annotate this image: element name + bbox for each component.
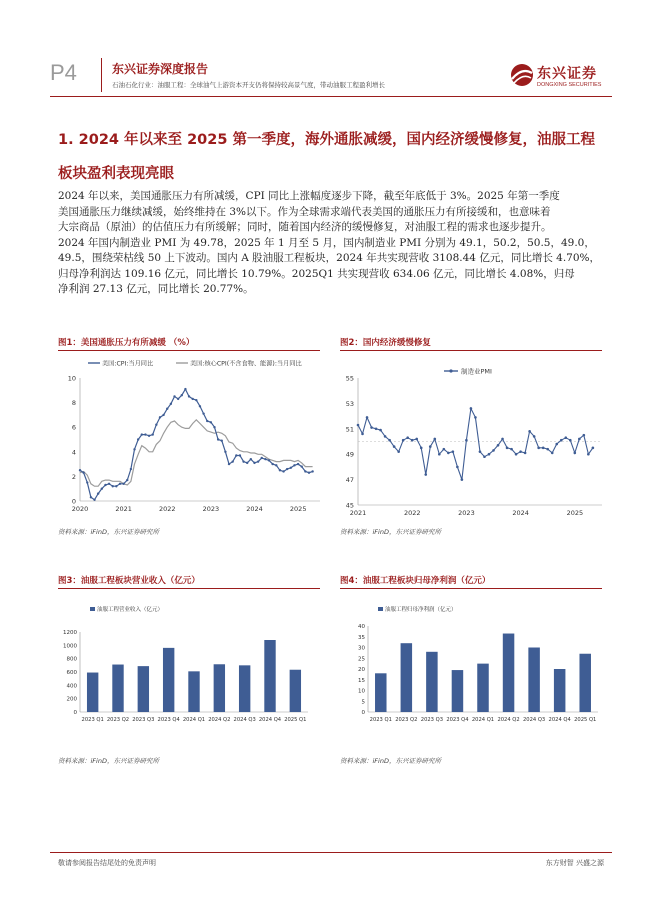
x-tick-label: 2024 Q3	[522, 717, 546, 723]
data-point	[282, 470, 284, 472]
data-point	[551, 452, 554, 455]
x-tick-label: 2023	[202, 505, 220, 513]
x-tick-label: 2024 Q2	[208, 717, 231, 723]
y-tick-label: 4	[71, 448, 76, 457]
bar	[426, 652, 438, 712]
data-point	[170, 403, 172, 405]
data-point	[166, 408, 168, 410]
bar	[452, 670, 464, 712]
body-line: 2024 年国内制造业 PMI 为 49.78，2025 年 1 月至 5 月，国内制造业 PMI 分别为 49.1，50.2，50.5，49.0，	[58, 236, 595, 249]
data-point	[379, 429, 382, 432]
data-point	[82, 472, 84, 474]
series-line	[80, 389, 313, 500]
x-tick-label: 2025 Q1	[284, 717, 307, 723]
data-point	[133, 448, 135, 450]
y-tick-label: 30	[358, 645, 365, 652]
data-point	[188, 395, 190, 397]
y-tick-label: 5	[361, 699, 365, 706]
x-tick-label: 2022	[403, 509, 421, 517]
x-tick-label: 2023 Q3	[420, 717, 444, 723]
data-point	[524, 452, 527, 455]
figure-1-title: 图1：美国通胀压力有所减缓 （%）	[58, 338, 195, 348]
bar	[290, 670, 301, 712]
figure-4-chart	[340, 600, 610, 730]
y-tick-label: 35	[358, 634, 365, 641]
data-point	[239, 454, 241, 456]
data-point	[510, 448, 513, 451]
figure-3-chart	[58, 600, 328, 730]
body-line: 净利润 27.13 亿元，同比增长 20.77%。	[58, 283, 254, 295]
figure-1-rule	[58, 350, 320, 351]
data-point	[195, 399, 197, 401]
data-point	[533, 435, 536, 438]
figure-4-source: 资料来源：iFinD，东兴证券研究所	[340, 757, 441, 765]
y-tick-label: 200	[66, 696, 77, 703]
data-point	[181, 394, 183, 396]
data-point	[497, 444, 500, 447]
x-tick-label: 2023 Q3	[132, 717, 155, 723]
y-tick-label: 1200	[63, 630, 77, 636]
data-point	[79, 469, 81, 471]
legend-label: 美国:核心CPI(不含食物、能源):当月同比	[190, 360, 302, 368]
data-point	[297, 463, 299, 465]
data-point	[370, 426, 373, 429]
data-point	[93, 499, 95, 501]
y-tick-label: 49	[345, 450, 354, 459]
y-tick-label: 0	[71, 497, 76, 506]
figure-2-rule	[340, 350, 602, 351]
section-heading-line2: 板块盈利表现亮眼	[58, 166, 174, 182]
figure-2-chart	[340, 354, 610, 522]
legend-swatch	[378, 607, 383, 611]
body-line: 归母净利润达 109.16 亿元，同比增长 10.79%。2025Q1 共实现营收 634.06 亿元，同比增长 4.08%，归母	[58, 267, 575, 280]
data-point	[191, 398, 193, 400]
legend-label: 美国:CPI:当月同比	[102, 360, 154, 368]
x-tick-label: 2021	[115, 505, 132, 513]
data-point	[415, 438, 418, 441]
data-point	[461, 478, 464, 481]
data-point	[206, 420, 208, 422]
data-point	[465, 439, 468, 442]
data-point	[492, 449, 495, 452]
data-point	[384, 435, 387, 438]
x-tick-label: 2023 Q2	[106, 717, 130, 723]
data-point	[279, 469, 281, 471]
data-point	[488, 453, 491, 456]
data-point	[268, 459, 270, 461]
figure-3-rule	[58, 588, 320, 589]
data-point	[97, 492, 99, 494]
data-point	[542, 447, 545, 450]
data-point	[546, 448, 549, 451]
data-point	[388, 439, 391, 442]
data-point	[397, 450, 400, 453]
figure-1-chart	[58, 354, 328, 522]
x-tick-label: 2024 Q4	[548, 717, 571, 723]
data-point	[293, 464, 295, 466]
data-point	[271, 463, 273, 465]
bar	[112, 665, 123, 712]
figure-2-source: 资料来源：iFinD，东兴证券研究所	[340, 528, 441, 536]
data-point	[537, 447, 540, 450]
data-point	[162, 414, 164, 416]
y-tick-label: 0	[361, 710, 365, 716]
x-tick-label: 2025	[289, 505, 307, 513]
bar	[477, 664, 489, 712]
data-point	[304, 470, 306, 472]
body-line: 49.5，围绕荣枯线 50 上下波动。国内 A 股油服工程板块，2024 年共实现营收 3108.44 亿元，同比增长 4.70%，	[58, 252, 601, 264]
data-point	[560, 439, 563, 442]
data-point	[137, 438, 139, 440]
bar	[87, 673, 98, 712]
data-point	[470, 407, 473, 410]
bar	[528, 648, 540, 713]
bar	[503, 634, 515, 712]
figure-3-title: 图3：油服工程板块营业收入（亿元）	[58, 576, 200, 586]
data-point	[224, 451, 226, 453]
data-point	[438, 453, 441, 456]
series-line	[80, 420, 313, 486]
data-point	[275, 464, 277, 466]
x-tick-label: 2024 Q4	[258, 717, 282, 723]
footer-slogan: 东方财智 兴盛之源	[545, 859, 604, 867]
report-subtitle: 石油石化行业：油服工程：全球油气上游资本开支仍将保持较高景气度，带动油服工程盈利增长	[112, 81, 385, 89]
y-tick-label: 400	[66, 683, 77, 690]
company-logo-name: 东兴证券	[537, 66, 597, 82]
y-tick-label: 25	[358, 656, 365, 663]
y-tick-label: 20	[358, 667, 365, 673]
data-point	[592, 447, 595, 450]
data-point	[151, 433, 153, 435]
data-point	[242, 460, 244, 462]
body-line: 大宗商品（原油）的估值压力有所缓解；同时，随着国内经济的缓慢修复，对油服工程的需求也逐步提升。	[58, 221, 552, 233]
data-point	[122, 483, 124, 485]
bar	[214, 664, 225, 712]
body-line: 美国通胀压力继续减缓，始终维持在 3%以下。作为全球需求端代表美国的通胀压力有所接缓和，也意味着	[58, 205, 551, 218]
x-tick-label: 2022	[158, 505, 176, 513]
y-tick-label: 45	[345, 501, 354, 510]
data-point	[528, 430, 531, 433]
x-tick-label: 2023	[458, 509, 475, 517]
data-point	[456, 466, 459, 469]
data-point	[210, 421, 212, 423]
data-point	[213, 426, 215, 428]
data-point	[90, 496, 92, 498]
data-point	[375, 428, 378, 431]
legend-label: 油服工程营业收入（亿元）	[97, 607, 164, 613]
y-tick-label: 800	[66, 656, 77, 663]
data-point	[515, 453, 518, 456]
footer-disclaimer: 敬请参阅报告结尾处的免责声明	[58, 859, 156, 867]
bar	[554, 669, 566, 712]
data-point	[177, 398, 179, 400]
legend-label: 油服工程归母净利润（亿元）	[385, 607, 457, 613]
company-logo-icon	[508, 62, 536, 88]
data-point	[221, 440, 223, 442]
data-point	[393, 445, 396, 448]
legend-swatch	[90, 607, 95, 611]
data-point	[429, 445, 432, 448]
x-tick-label: 2025 Q1	[574, 717, 597, 723]
data-point	[452, 450, 455, 453]
x-tick-label: 2024 Q1	[182, 717, 206, 723]
data-point	[587, 453, 590, 456]
data-point	[357, 424, 360, 427]
data-point	[101, 488, 103, 490]
bar	[188, 671, 199, 712]
y-tick-label: 47	[345, 476, 354, 485]
data-point	[130, 468, 132, 470]
data-point	[86, 481, 88, 483]
data-point	[583, 434, 586, 437]
data-point	[126, 479, 128, 481]
y-tick-label: 600	[66, 670, 77, 676]
data-point	[199, 405, 201, 407]
bar	[163, 648, 174, 712]
bar	[264, 640, 275, 712]
data-point	[420, 447, 423, 450]
data-point	[155, 424, 157, 426]
data-point	[217, 438, 219, 440]
body-line: 2024 年以来，美国通胀压力有所减缓，CPI 同比上涨幅度逐步下降，截至年底低于 3%。2025 年第一季度	[58, 190, 560, 202]
legend-label: 制造业PMI	[461, 367, 492, 376]
data-point	[250, 458, 252, 460]
report-title: 东兴证券深度报告	[112, 62, 209, 76]
figure-1-source: 资料来源：iFinD，东兴证券研究所	[58, 528, 159, 536]
bar	[138, 666, 149, 712]
data-point	[366, 416, 369, 419]
data-point	[483, 455, 486, 458]
data-point	[235, 454, 237, 456]
figure-2-title: 图2：国内经济缓慢修复	[340, 338, 431, 348]
y-tick-label: 40	[358, 624, 365, 630]
y-tick-label: 51	[345, 425, 354, 434]
data-point	[144, 433, 146, 435]
data-point	[246, 462, 248, 464]
x-tick-label: 2024	[512, 509, 529, 517]
x-tick-label: 2023 Q1	[369, 717, 392, 723]
data-point	[112, 485, 114, 487]
data-point	[311, 470, 313, 472]
data-point	[447, 452, 450, 455]
data-point	[406, 436, 409, 439]
data-point	[253, 462, 255, 464]
data-point	[361, 433, 364, 436]
y-tick-label: 8	[71, 399, 76, 408]
y-tick-label: 10	[358, 688, 365, 695]
figure-4-title: 图4：油服工程板块归母净利润（亿元）	[340, 576, 491, 586]
x-tick-label: 2024 Q2	[497, 717, 520, 723]
bar	[239, 665, 250, 712]
x-tick-label: 2023 Q2	[395, 717, 418, 723]
header-divider	[101, 58, 102, 92]
footer-rule	[50, 852, 612, 853]
data-point	[301, 465, 303, 467]
y-tick-label: 0	[73, 710, 77, 716]
data-point	[578, 438, 581, 441]
data-point	[264, 458, 266, 460]
data-point	[104, 484, 106, 486]
data-point	[228, 463, 230, 465]
x-tick-label: 2024 Q1	[471, 717, 495, 723]
data-point	[519, 450, 522, 453]
data-point	[148, 435, 150, 437]
y-tick-label: 6	[71, 423, 76, 432]
bar	[375, 673, 387, 712]
data-point	[141, 433, 143, 435]
data-point	[257, 460, 259, 462]
y-tick-label: 53	[345, 399, 354, 408]
x-tick-label: 2024	[246, 505, 263, 513]
data-point	[433, 438, 436, 441]
data-point	[119, 483, 121, 485]
x-tick-label: 2025	[566, 509, 584, 517]
data-point	[569, 439, 572, 442]
data-point	[261, 457, 263, 459]
x-tick-label: 2023 Q4	[446, 717, 469, 723]
data-point	[443, 448, 446, 451]
y-tick-label: 2	[71, 472, 76, 481]
bar	[579, 654, 591, 712]
data-point	[202, 412, 204, 414]
header-rule	[50, 96, 612, 97]
data-point	[564, 436, 567, 439]
bar	[401, 643, 412, 712]
figure-3-source: 资料来源：iFinD，东兴证券研究所	[58, 757, 159, 765]
data-point	[184, 388, 186, 390]
x-tick-label: 2023 Q4	[157, 717, 180, 723]
figure-4-rule	[340, 588, 602, 589]
body-paragraph	[58, 189, 606, 298]
data-point	[115, 485, 117, 487]
data-point	[231, 460, 233, 462]
data-point	[479, 450, 482, 453]
page-number: P4	[50, 60, 77, 85]
y-tick-label: 55	[345, 374, 354, 383]
data-point	[286, 468, 288, 470]
x-tick-label: 2024 Q3	[233, 717, 256, 723]
data-point	[290, 467, 292, 469]
x-tick-label: 2021	[349, 509, 367, 517]
x-tick-label: 2023 Q1	[81, 717, 104, 723]
legend-marker	[449, 369, 452, 372]
y-tick-label: 1000	[63, 643, 77, 650]
data-point	[555, 443, 558, 446]
company-logo-english: DONGXING SECURITIES	[537, 82, 602, 88]
data-point	[108, 483, 110, 485]
data-point	[411, 439, 414, 442]
data-point	[574, 452, 577, 455]
data-point	[474, 416, 477, 419]
y-tick-label: 15	[358, 677, 365, 684]
section-heading-line1: 1. 2024 年以来至 2025 第一季度，海外通胀减缓，国内经济缓慢修复，油服工程	[58, 132, 595, 148]
data-point	[308, 472, 310, 474]
data-point	[402, 439, 405, 442]
x-tick-label: 2020	[71, 505, 89, 513]
y-tick-label: 10	[67, 374, 76, 383]
data-point	[159, 416, 161, 418]
data-point	[506, 447, 509, 450]
data-point	[501, 438, 504, 441]
data-point	[173, 395, 175, 397]
data-point	[424, 473, 427, 476]
